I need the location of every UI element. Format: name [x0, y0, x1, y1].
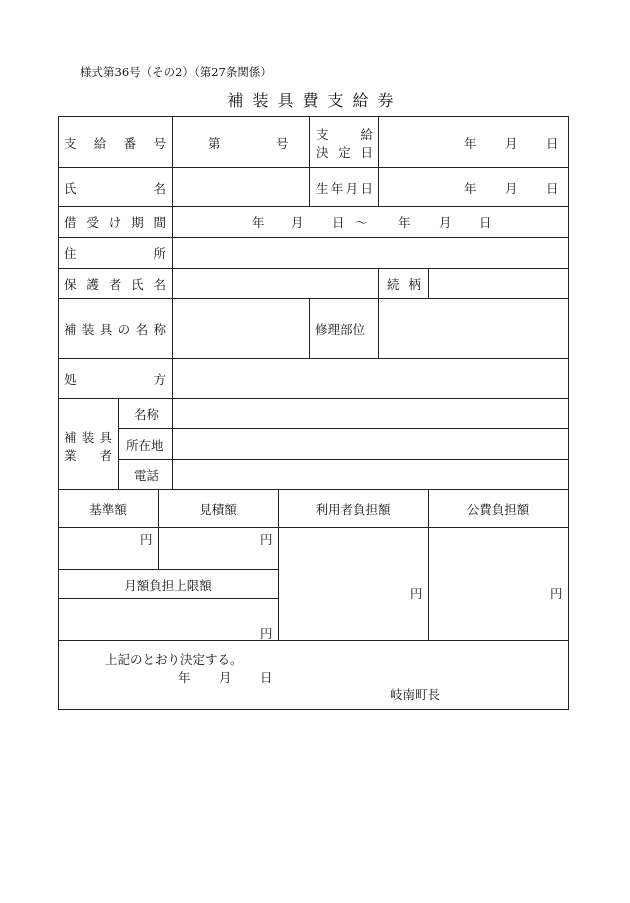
issue-number-prefix: 第: [208, 136, 221, 151]
form-title: 補装具費支給券: [227, 91, 403, 110]
user-burden-header: 利用者負担額: [315, 502, 391, 517]
rule: [58, 569, 278, 570]
label-char: 氏: [131, 277, 144, 292]
rule: [58, 237, 569, 238]
vendor-group-label-line2: [64, 446, 112, 464]
rule: [58, 640, 569, 641]
footer-month-unit: 月: [219, 670, 232, 685]
standard-amount-header: 基準額: [89, 502, 127, 517]
public-burden-yen-unit: 円: [550, 586, 563, 601]
dob-label: [316, 179, 373, 197]
repair-part-label: 修理部位: [315, 322, 366, 337]
rule: [58, 598, 278, 599]
decision-year-unit: 年: [464, 136, 477, 151]
loan-period-label: [64, 213, 166, 231]
rule: [58, 298, 569, 299]
label-char: 間: [153, 215, 166, 230]
rule: [378, 268, 379, 299]
label-char: 装: [81, 322, 95, 337]
vendor-group-label-line1: [64, 428, 112, 446]
relationship-label: [387, 275, 421, 293]
monthly-cap-yen-unit: 円: [260, 626, 273, 641]
label-char: 給: [93, 136, 107, 151]
label-char: 支: [64, 136, 77, 151]
label-char: 名: [153, 181, 166, 196]
issue-number-suffix: 号: [276, 136, 289, 151]
label-char: 日: [360, 145, 373, 160]
rule: [58, 167, 569, 168]
label-char: 生: [316, 181, 329, 196]
rule: [172, 116, 173, 489]
label-char: 期: [131, 215, 144, 230]
vendor-name-label: 名称: [134, 407, 160, 422]
label-char: 所: [153, 246, 166, 261]
rule: [58, 206, 569, 207]
monthly-cap-label: 月額負担上限額: [124, 578, 212, 593]
label-char: 番: [123, 136, 137, 151]
label-char: 続: [387, 277, 400, 292]
label-char: 方: [153, 372, 166, 387]
label-char: 者: [99, 448, 112, 463]
standard-yen-unit: 円: [140, 532, 153, 547]
decision-label-line1: [316, 125, 373, 143]
label-char: 借: [64, 215, 77, 230]
label-char: 住: [64, 246, 77, 261]
label-char: 支: [316, 127, 329, 142]
rule: [58, 709, 569, 710]
device-name-label: [64, 320, 166, 338]
label-char: 者: [108, 277, 122, 292]
rule: [118, 428, 569, 429]
label-char: 月: [345, 181, 359, 196]
signer-title: 岐南町長: [390, 687, 441, 702]
loan-range-tilde: 〜: [355, 215, 368, 230]
loan-start-month-unit: 月: [291, 215, 304, 230]
label-char: 補: [64, 430, 77, 445]
footer-day-unit: 日: [260, 670, 273, 685]
rule: [58, 116, 569, 117]
rule: [378, 298, 379, 359]
label-char: 護: [86, 277, 99, 292]
rule: [118, 398, 119, 489]
estimate-yen-unit: 円: [260, 532, 273, 547]
vendor-phone-label: 電話: [134, 468, 160, 483]
label-char: 装: [81, 430, 95, 445]
loan-start-year-unit: 年: [252, 215, 265, 230]
dob-month-unit: 月: [505, 181, 518, 196]
rule: [58, 398, 569, 399]
loan-end-month-unit: 月: [439, 215, 452, 230]
label-char: 名: [153, 277, 166, 292]
label-char: 日: [360, 181, 373, 196]
rule: [568, 116, 569, 710]
rule: [309, 298, 310, 359]
rule: [118, 459, 569, 460]
label-char: 補: [64, 322, 77, 337]
loan-end-year-unit: 年: [398, 215, 411, 230]
dob-year-unit: 年: [464, 181, 477, 196]
label-char: 具: [99, 430, 112, 445]
label-char: 定: [338, 145, 351, 160]
decision-label-line2: [316, 143, 373, 161]
rule: [309, 116, 310, 207]
address-label: [64, 244, 166, 262]
label-char: 処: [64, 372, 77, 387]
rule: [58, 358, 569, 359]
label-char: け: [108, 215, 122, 230]
label-char: 柄: [408, 277, 421, 292]
estimate-amount-header: 見積額: [199, 502, 237, 517]
decision-day-unit: 日: [546, 136, 559, 151]
label-char: 号: [153, 136, 166, 151]
guardian-name-label: [64, 275, 166, 293]
rule: [428, 268, 429, 299]
label-char: 称: [153, 322, 166, 337]
user-burden-yen-unit: 円: [410, 586, 423, 601]
loan-end-day-unit: 日: [479, 215, 492, 230]
rule: [378, 116, 379, 207]
label-char: 受: [86, 215, 99, 230]
label-char: 具: [99, 322, 113, 337]
dob-day-unit: 日: [546, 181, 559, 196]
name-label: [64, 179, 166, 197]
public-burden-header: 公費負担額: [466, 502, 530, 517]
label-char: 業: [64, 448, 77, 463]
issue-number-label: [64, 134, 166, 152]
label-char: 氏: [64, 181, 77, 196]
label-char: 給: [360, 127, 373, 142]
rule: [58, 489, 569, 490]
decision-statement: 上記のとおり決定する。: [105, 652, 243, 667]
prescription-label: [64, 370, 166, 388]
label-char: 名: [135, 322, 149, 337]
rule: [58, 527, 569, 528]
form-reference: 様式第36号（その2）（第27条関係）: [80, 65, 272, 79]
vendor-location-label: 所在地: [126, 438, 164, 453]
footer-year-unit: 年: [178, 670, 191, 685]
label-char: 決: [316, 145, 329, 160]
label-char: 保: [64, 277, 77, 292]
label-char: の: [117, 322, 131, 337]
label-char: 年: [330, 181, 344, 196]
rule: [58, 268, 569, 269]
decision-month-unit: 月: [505, 136, 518, 151]
loan-start-day-unit: 日: [332, 215, 345, 230]
rule: [58, 116, 59, 710]
